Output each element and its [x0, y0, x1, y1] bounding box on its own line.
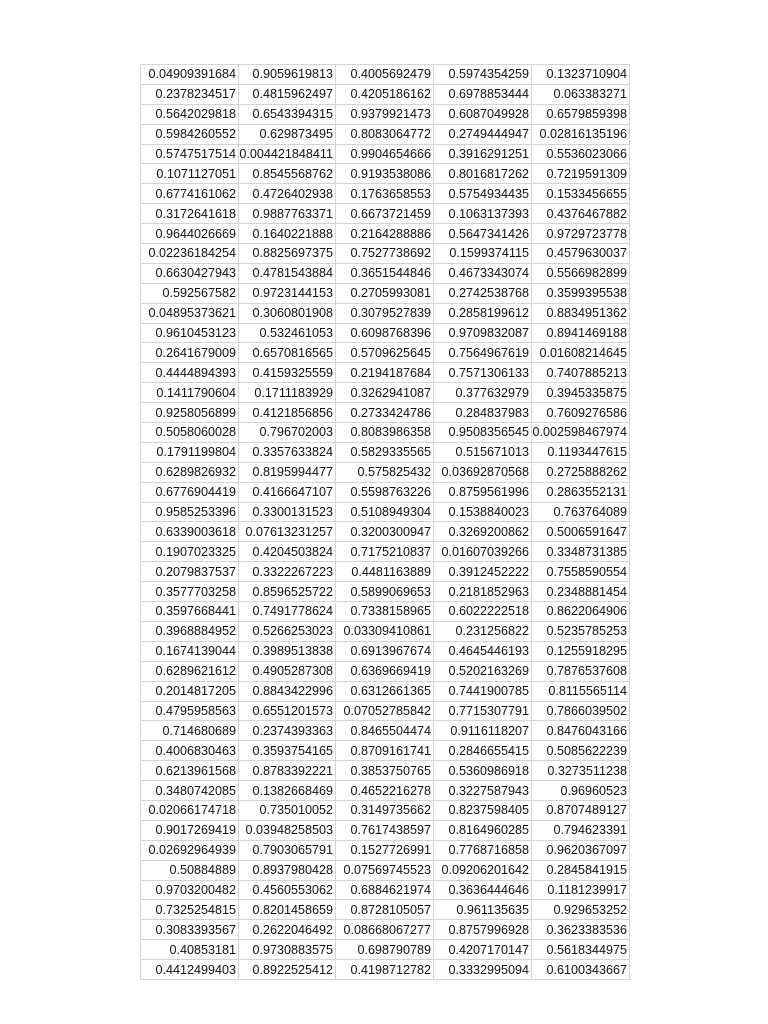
table-cell[interactable]: 0.6312661365 [336, 681, 434, 701]
table-cell[interactable]: 0.3912452222 [434, 562, 532, 582]
table-cell[interactable]: 0.1907023325 [141, 542, 239, 562]
table-cell[interactable]: 0.9703200482 [141, 880, 239, 900]
table-cell[interactable]: 0.04909391684 [141, 65, 239, 85]
table-cell[interactable]: 0.4159325559 [239, 363, 336, 383]
table-cell[interactable]: 0.4005692479 [336, 65, 434, 85]
table-cell[interactable]: 0.4815962497 [239, 84, 336, 104]
table-cell[interactable]: 0.2742538768 [434, 283, 532, 303]
table-cell[interactable]: 0.3149735662 [336, 800, 434, 820]
table-cell[interactable]: 0.1533456655 [532, 184, 630, 204]
table-cell[interactable]: 0.5108949304 [336, 502, 434, 522]
table-cell[interactable]: 0.6774161062 [141, 184, 239, 204]
table-row [141, 124, 630, 144]
table-cell[interactable]: 0.9379921473 [336, 104, 434, 124]
table-cell[interactable]: 0.5747517514 [141, 144, 239, 164]
table-cell[interactable]: 0.4781543884 [239, 263, 336, 283]
table-cell[interactable]: 0.3651544846 [336, 263, 434, 283]
table-cell[interactable]: 0.3273511238 [532, 761, 630, 781]
table-cell[interactable]: 0.698790789 [336, 940, 434, 960]
table-cell[interactable]: 0.8783392221 [239, 761, 336, 781]
table-cell[interactable]: 0.1599374115 [434, 244, 532, 264]
table-cell[interactable]: 0.02236184254 [141, 244, 239, 264]
table-cell[interactable]: 0.8759561996 [434, 482, 532, 502]
table-cell[interactable]: 0.02692964939 [141, 840, 239, 860]
table-row [141, 920, 630, 940]
table-cell[interactable]: 0.6551201573 [239, 701, 336, 721]
table-row [141, 781, 630, 801]
table-row [141, 303, 630, 323]
table-cell[interactable]: 0.5709625645 [336, 343, 434, 363]
table-row [141, 462, 630, 482]
table-row [141, 860, 630, 880]
table-cell[interactable]: 0.002598467974 [532, 423, 630, 443]
table-cell[interactable]: 0.2846655415 [434, 741, 532, 761]
table-cell[interactable]: 0.9585253396 [141, 502, 239, 522]
table-row [141, 840, 630, 860]
table-row [141, 65, 630, 85]
table-cell[interactable]: 0.4795958563 [141, 701, 239, 721]
table-cell[interactable]: 0.2164288886 [336, 224, 434, 244]
table-cell[interactable]: 0.2622046492 [239, 920, 336, 940]
table-cell[interactable]: 0.4204503824 [239, 542, 336, 562]
table-cell[interactable]: 0.3262941087 [336, 383, 434, 403]
table-cell[interactable]: 0.6289826932 [141, 462, 239, 482]
table-cell[interactable]: 0.1255918295 [532, 641, 630, 661]
table-cell[interactable]: 0.9059619813 [239, 65, 336, 85]
table-row [141, 960, 630, 980]
table-cell[interactable]: 0.7903065791 [239, 840, 336, 860]
table-cell[interactable]: 0.4412499403 [141, 960, 239, 980]
table-cell[interactable]: 0.5536023066 [532, 144, 630, 164]
table-cell[interactable]: 0.6289621612 [141, 661, 239, 681]
table-cell[interactable]: 0.8545568762 [239, 164, 336, 184]
table-cell[interactable]: 0.796702003 [239, 423, 336, 443]
table-cell[interactable]: 0.714680689 [141, 721, 239, 741]
table-row [141, 323, 630, 343]
table-cell[interactable]: 0.6098768396 [336, 323, 434, 343]
table-cell[interactable]: 0.4444894393 [141, 363, 239, 383]
table-cell[interactable]: 0.3480742085 [141, 781, 239, 801]
table-cell[interactable]: 0.7564967619 [434, 343, 532, 363]
table-cell[interactable]: 0.4652216278 [336, 781, 434, 801]
table-cell[interactable]: 0.5642029818 [141, 104, 239, 124]
table-cell[interactable]: 0.2194187684 [336, 363, 434, 383]
table-cell[interactable]: 0.7527738692 [336, 244, 434, 264]
table-cell[interactable]: 0.2863552131 [532, 482, 630, 502]
table-cell[interactable]: 0.6673721459 [336, 204, 434, 224]
table-cell[interactable]: 0.7768716858 [434, 840, 532, 860]
table-cell[interactable]: 0.9644026669 [141, 224, 239, 244]
table-cell[interactable]: 0.8201458659 [239, 900, 336, 920]
table-cell[interactable]: 0.02066174718 [141, 800, 239, 820]
table-row [141, 263, 630, 283]
table-cell[interactable]: 0.1538840023 [434, 502, 532, 522]
table-row [141, 602, 630, 622]
table-cell[interactable]: 0.2725888262 [532, 462, 630, 482]
table-cell[interactable]: 0.4673343074 [434, 263, 532, 283]
table-cell[interactable]: 0.9887763371 [239, 204, 336, 224]
table-cell[interactable]: 0.1674139044 [141, 641, 239, 661]
table-cell[interactable]: 0.5647341426 [434, 224, 532, 244]
table-cell[interactable]: 0.4726402938 [239, 184, 336, 204]
table-cell[interactable]: 0.96960523 [532, 781, 630, 801]
table-cell[interactable]: 0.2641679009 [141, 343, 239, 363]
table-cell[interactable]: 0.1382668469 [239, 781, 336, 801]
table-row [141, 363, 630, 383]
table-cell[interactable]: 0.7558590554 [532, 562, 630, 582]
table-cell[interactable]: 0.8709161741 [336, 741, 434, 761]
table-cell[interactable]: 0.3322267223 [239, 562, 336, 582]
table-cell[interactable]: 0.3593754165 [239, 741, 336, 761]
table-cell[interactable]: 0.3083393567 [141, 920, 239, 940]
table-cell[interactable]: 0.5058060028 [141, 423, 239, 443]
table-row [141, 721, 630, 741]
table-cell[interactable]: 0.7219591309 [532, 164, 630, 184]
table-cell[interactable]: 0.2845841915 [532, 860, 630, 880]
table-cell[interactable]: 0.2348881454 [532, 582, 630, 602]
table-cell[interactable]: 0.9730883575 [239, 940, 336, 960]
table-cell[interactable]: 0.2705993081 [336, 283, 434, 303]
table-row [141, 403, 630, 423]
table-cell[interactable]: 0.3357633824 [239, 442, 336, 462]
table-cell[interactable]: 0.3636444646 [434, 880, 532, 900]
table-cell[interactable]: 0.4579630037 [532, 244, 630, 264]
table-cell[interactable]: 0.004421848411 [239, 144, 336, 164]
table-cell[interactable]: 0.3623383536 [532, 920, 630, 940]
table-cell[interactable]: 0.8622064906 [532, 602, 630, 622]
table-cell[interactable]: 0.5984260552 [141, 124, 239, 144]
table-cell[interactable]: 0.4166647107 [239, 482, 336, 502]
table-cell[interactable]: 0.3079527839 [336, 303, 434, 323]
table-cell[interactable]: 0.5266253023 [239, 621, 336, 641]
table-row [141, 761, 630, 781]
table-row [141, 164, 630, 184]
table-cell[interactable]: 0.4205186162 [336, 84, 434, 104]
table-cell[interactable]: 0.5829335565 [336, 442, 434, 462]
table-cell[interactable]: 0.9904654666 [336, 144, 434, 164]
table-cell[interactable]: 0.2181852963 [434, 582, 532, 602]
table-cell[interactable]: 0.4198712782 [336, 960, 434, 980]
table-cell[interactable]: 0.8195994477 [239, 462, 336, 482]
table-cell[interactable]: 0.8465504474 [336, 721, 434, 741]
table-cell[interactable]: 0.6776904419 [141, 482, 239, 502]
table-cell[interactable]: 0.9610453123 [141, 323, 239, 343]
table-cell[interactable]: 0.8728105057 [336, 900, 434, 920]
table-row [141, 84, 630, 104]
table-cell[interactable]: 0.8083064772 [336, 124, 434, 144]
table-row [141, 661, 630, 681]
table-cell[interactable]: 0.7715307791 [434, 701, 532, 721]
table-cell[interactable]: 0.1711183929 [239, 383, 336, 403]
table-cell[interactable]: 0.9193538086 [336, 164, 434, 184]
table-row [141, 244, 630, 264]
table-cell[interactable]: 0.50884889 [141, 860, 239, 880]
table-cell[interactable]: 0.40853181 [141, 940, 239, 960]
table-cell[interactable]: 0.9508356545 [434, 423, 532, 443]
table-cell[interactable]: 0.6579859398 [532, 104, 630, 124]
table-cell[interactable]: 0.2079837537 [141, 562, 239, 582]
table-cell[interactable]: 0.8237598405 [434, 800, 532, 820]
table-cell[interactable]: 0.7571306133 [434, 363, 532, 383]
table-cell[interactable]: 0.3597668441 [141, 602, 239, 622]
table-cell[interactable]: 0.2378234517 [141, 84, 239, 104]
table-cell[interactable]: 0.1791199804 [141, 442, 239, 462]
table-row [141, 641, 630, 661]
table-cell[interactable]: 0.9723144153 [239, 283, 336, 303]
table-cell[interactable]: 0.3599395538 [532, 283, 630, 303]
table-cell[interactable]: 0.3916291251 [434, 144, 532, 164]
table-cell[interactable]: 0.1193447615 [532, 442, 630, 462]
table-cell[interactable]: 0.2014817205 [141, 681, 239, 701]
table-cell[interactable]: 0.592567582 [141, 283, 239, 303]
table-cell[interactable]: 0.3853750765 [336, 761, 434, 781]
table-cell[interactable]: 0.284837983 [434, 403, 532, 423]
table-cell[interactable]: 0.3300131523 [239, 502, 336, 522]
table-cell[interactable]: 0.6087049928 [434, 104, 532, 124]
table-cell[interactable]: 0.01607039266 [434, 542, 532, 562]
table-cell[interactable]: 0.5006591647 [532, 522, 630, 542]
table-cell[interactable]: 0.1063137393 [434, 204, 532, 224]
table-cell[interactable]: 0.6978853444 [434, 84, 532, 104]
table-cell[interactable]: 0.6543394315 [239, 104, 336, 124]
table-cell[interactable]: 0.8707489127 [532, 800, 630, 820]
table-cell[interactable]: 0.04895373621 [141, 303, 239, 323]
table-row [141, 940, 630, 960]
table-row [141, 502, 630, 522]
table-cell[interactable]: 0.7609276586 [532, 403, 630, 423]
table-cell[interactable]: 0.7338158965 [336, 602, 434, 622]
table-row [141, 582, 630, 602]
table-cell[interactable]: 0.5974354259 [434, 65, 532, 85]
table-row [141, 681, 630, 701]
table-cell[interactable]: 0.1763658553 [336, 184, 434, 204]
table-row [141, 224, 630, 244]
table-row [141, 900, 630, 920]
table-cell[interactable]: 0.07569745523 [336, 860, 434, 880]
table-cell[interactable]: 0.1640221888 [239, 224, 336, 244]
table-row [141, 562, 630, 582]
table-cell[interactable]: 0.4121856856 [239, 403, 336, 423]
table-cell[interactable]: 0.2374393363 [239, 721, 336, 741]
table-cell[interactable]: 0.7407885213 [532, 363, 630, 383]
table-cell[interactable]: 0.515671013 [434, 442, 532, 462]
table-cell[interactable]: 0.6339003618 [141, 522, 239, 542]
table-cell[interactable]: 0.6022222518 [434, 602, 532, 622]
table-cell[interactable]: 0.4905287308 [239, 661, 336, 681]
table-cell[interactable]: 0.4376467882 [532, 204, 630, 224]
table-cell[interactable]: 0.1411790604 [141, 383, 239, 403]
table-cell[interactable]: 0.5598763226 [336, 482, 434, 502]
table-cell[interactable]: 0.8596525722 [239, 582, 336, 602]
table-cell[interactable]: 0.3577703258 [141, 582, 239, 602]
table-row [141, 482, 630, 502]
data-table [140, 64, 630, 980]
table-cell[interactable]: 0.8834951362 [532, 303, 630, 323]
table-cell[interactable]: 0.03948258503 [239, 820, 336, 840]
table-cell[interactable]: 0.8937980428 [239, 860, 336, 880]
table-cell[interactable]: 0.1527726991 [336, 840, 434, 860]
table-cell[interactable]: 0.6213961568 [141, 761, 239, 781]
table-cell[interactable]: 0.9620367097 [532, 840, 630, 860]
table-row [141, 880, 630, 900]
table-cell[interactable]: 0.8825697375 [239, 244, 336, 264]
table-cell[interactable]: 0.07613231257 [239, 522, 336, 542]
table-cell[interactable]: 0.3989513838 [239, 641, 336, 661]
table-cell[interactable]: 0.6570816565 [239, 343, 336, 363]
table-cell[interactable]: 0.9017269419 [141, 820, 239, 840]
table-cell[interactable]: 0.1181239917 [532, 880, 630, 900]
table-cell[interactable]: 0.929653252 [532, 900, 630, 920]
table-cell[interactable]: 0.9709832087 [434, 323, 532, 343]
table-cell[interactable]: 0.231256822 [434, 621, 532, 641]
table-cell[interactable]: 0.063383271 [532, 84, 630, 104]
table-cell[interactable]: 0.4645446193 [434, 641, 532, 661]
table-cell[interactable]: 0.5754934435 [434, 184, 532, 204]
table-cell[interactable]: 0.6630427943 [141, 263, 239, 283]
table-row [141, 800, 630, 820]
table-row [141, 820, 630, 840]
table-cell[interactable]: 0.03309410861 [336, 621, 434, 641]
table-cell[interactable]: 0.4207170147 [434, 940, 532, 960]
table-row [141, 383, 630, 403]
table-cell[interactable]: 0.3172641618 [141, 204, 239, 224]
table-cell[interactable]: 0.9258056899 [141, 403, 239, 423]
table-cell[interactable]: 0.5085622239 [532, 741, 630, 761]
table-cell[interactable]: 0.9116118207 [434, 721, 532, 741]
table-cell[interactable]: 0.377632979 [434, 383, 532, 403]
table-cell[interactable]: 0.8843422996 [239, 681, 336, 701]
table-cell[interactable]: 0.03692870568 [434, 462, 532, 482]
table-cell[interactable]: 0.07052785842 [336, 701, 434, 721]
table-cell[interactable]: 0.763764089 [532, 502, 630, 522]
table-cell[interactable]: 0.5202163269 [434, 661, 532, 681]
table-cell[interactable]: 0.3945335875 [532, 383, 630, 403]
table-cell[interactable]: 0.3968884952 [141, 621, 239, 641]
table-cell[interactable]: 0.5618344975 [532, 940, 630, 960]
table-row [141, 442, 630, 462]
table-cell[interactable]: 0.8115565114 [532, 681, 630, 701]
table-cell[interactable]: 0.2858199612 [434, 303, 532, 323]
table-cell[interactable]: 0.6369669419 [336, 661, 434, 681]
table-cell[interactable]: 0.6884621974 [336, 880, 434, 900]
table-row [141, 184, 630, 204]
table-cell[interactable]: 0.5360986918 [434, 761, 532, 781]
table-row [141, 741, 630, 761]
table-cell[interactable]: 0.629873495 [239, 124, 336, 144]
table-row [141, 204, 630, 224]
table-cell[interactable]: 0.5566982899 [532, 263, 630, 283]
table-cell[interactable]: 0.7175210837 [336, 542, 434, 562]
table-body [141, 65, 630, 980]
table-cell[interactable]: 0.8083986358 [336, 423, 434, 443]
table-cell[interactable]: 0.6913967674 [336, 641, 434, 661]
table-cell[interactable]: 0.8757996928 [434, 920, 532, 940]
table-cell[interactable]: 0.7617438597 [336, 820, 434, 840]
table-cell[interactable]: 0.1323710904 [532, 65, 630, 85]
table-row [141, 701, 630, 721]
table-cell[interactable]: 0.3227587943 [434, 781, 532, 801]
table-row [141, 343, 630, 363]
table-row [141, 104, 630, 124]
table-cell[interactable]: 0.735010052 [239, 800, 336, 820]
table-cell[interactable]: 0.2749444947 [434, 124, 532, 144]
table-row [141, 144, 630, 164]
table-cell[interactable]: 0.09206201642 [434, 860, 532, 880]
table-row [141, 522, 630, 542]
table-cell[interactable]: 0.1071127051 [141, 164, 239, 184]
table-cell[interactable]: 0.5899069653 [336, 582, 434, 602]
table-row [141, 542, 630, 562]
table-cell[interactable]: 0.2733424786 [336, 403, 434, 423]
table-cell[interactable]: 0.3269200862 [434, 522, 532, 542]
table-cell[interactable]: 0.4481163889 [336, 562, 434, 582]
table-cell[interactable]: 0.7441900785 [434, 681, 532, 701]
table-cell[interactable]: 0.3332995094 [434, 960, 532, 980]
table-cell[interactable]: 0.961135635 [434, 900, 532, 920]
table-cell[interactable]: 0.7325254815 [141, 900, 239, 920]
table-cell[interactable]: 0.02816135196 [532, 124, 630, 144]
table-cell[interactable]: 0.5235785253 [532, 621, 630, 641]
table-cell[interactable]: 0.8016817262 [434, 164, 532, 184]
table-cell[interactable]: 0.8941469188 [532, 323, 630, 343]
table-row [141, 283, 630, 303]
table-cell[interactable]: 0.9729723778 [532, 224, 630, 244]
table-cell[interactable]: 0.575825432 [336, 462, 434, 482]
table-cell[interactable]: 0.3060801908 [239, 303, 336, 323]
table-cell[interactable]: 0.4006830463 [141, 741, 239, 761]
table-cell[interactable]: 0.3348731385 [532, 542, 630, 562]
table-cell[interactable]: 0.7491778624 [239, 602, 336, 622]
table-cell[interactable]: 0.6100343667 [532, 960, 630, 980]
table-row [141, 423, 630, 443]
table-cell[interactable]: 0.01608214645 [532, 343, 630, 363]
table-cell[interactable]: 0.8476043166 [532, 721, 630, 741]
table-cell[interactable]: 0.532461053 [239, 323, 336, 343]
table-cell[interactable]: 0.8164960285 [434, 820, 532, 840]
table-cell[interactable]: 0.08668067277 [336, 920, 434, 940]
table-cell[interactable]: 0.794623391 [532, 820, 630, 840]
table-cell[interactable]: 0.8922525412 [239, 960, 336, 980]
table-row [141, 621, 630, 641]
table-cell[interactable]: 0.3200300947 [336, 522, 434, 542]
table-cell[interactable]: 0.7876537608 [532, 661, 630, 681]
table-cell[interactable]: 0.4560553062 [239, 880, 336, 900]
table-cell[interactable]: 0.7866039502 [532, 701, 630, 721]
